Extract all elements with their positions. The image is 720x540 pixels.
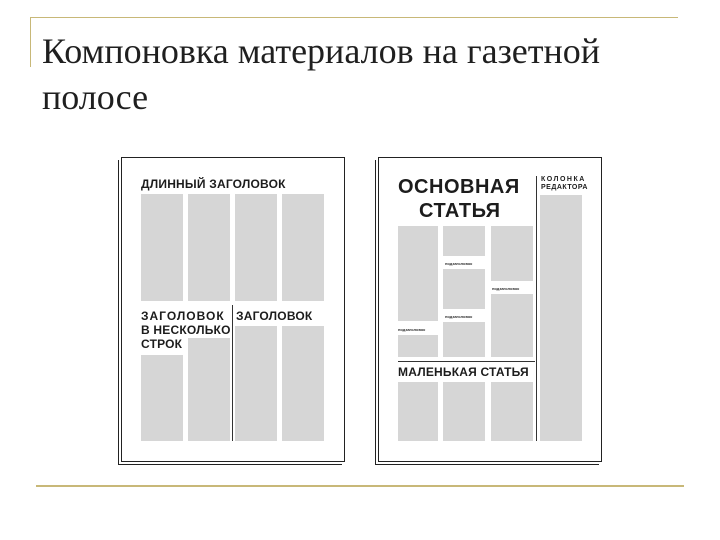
text-column <box>398 226 438 321</box>
short-headline: ЗАГОЛОВОК <box>236 309 313 323</box>
main-story-headline-line-2: СТАТЬЯ <box>419 200 501 222</box>
text-column <box>141 355 183 441</box>
multiline-headline-line-3: СТРОК <box>141 337 183 351</box>
section-divider <box>398 361 535 362</box>
text-column <box>491 226 533 281</box>
editor-column-divider <box>536 176 537 441</box>
text-column <box>443 382 485 441</box>
text-column <box>443 226 485 256</box>
small-story-headline: МАЛЕНЬКАЯ СТАТЬЯ <box>398 365 529 379</box>
subhead: подзаголовок <box>445 314 473 319</box>
editor-column-headline-line-1: КОЛОНКА <box>541 176 586 183</box>
multiline-headline-line-2: В НЕСКОЛЬКО <box>141 323 231 337</box>
main-story-headline-line-1: ОСНОВНАЯ <box>398 176 520 198</box>
text-column <box>443 269 485 309</box>
text-column <box>398 382 438 441</box>
text-column <box>443 322 485 357</box>
newspaper-page-b <box>378 157 602 462</box>
text-column <box>491 294 533 357</box>
text-column <box>398 335 438 357</box>
slide-title: Компоновка материалов на газетной полосе <box>42 31 601 117</box>
text-column <box>282 326 324 441</box>
text-column <box>491 382 533 441</box>
text-column <box>235 194 277 301</box>
text-column <box>141 194 183 301</box>
text-column <box>188 338 230 441</box>
text-column <box>188 194 230 301</box>
subhead: подзаголовок <box>492 286 520 291</box>
multiline-headline-line-1: ЗАГОЛОВОК <box>141 309 225 323</box>
long-headline: ДЛИННЫЙ ЗАГОЛОВОК <box>141 177 286 191</box>
text-column <box>235 326 277 441</box>
frame-top-line <box>30 17 678 18</box>
frame-left-line <box>30 17 31 67</box>
editor-column-body <box>540 195 582 441</box>
text-column <box>282 194 324 301</box>
newspaper-page-a <box>121 157 345 462</box>
subhead: подзаголовок <box>398 327 426 332</box>
editor-column-headline-line-2: РЕДАКТОРА <box>541 184 588 191</box>
frame-bottom-line <box>36 485 684 487</box>
column-divider <box>232 305 233 441</box>
subhead: подзаголовок <box>445 261 473 266</box>
